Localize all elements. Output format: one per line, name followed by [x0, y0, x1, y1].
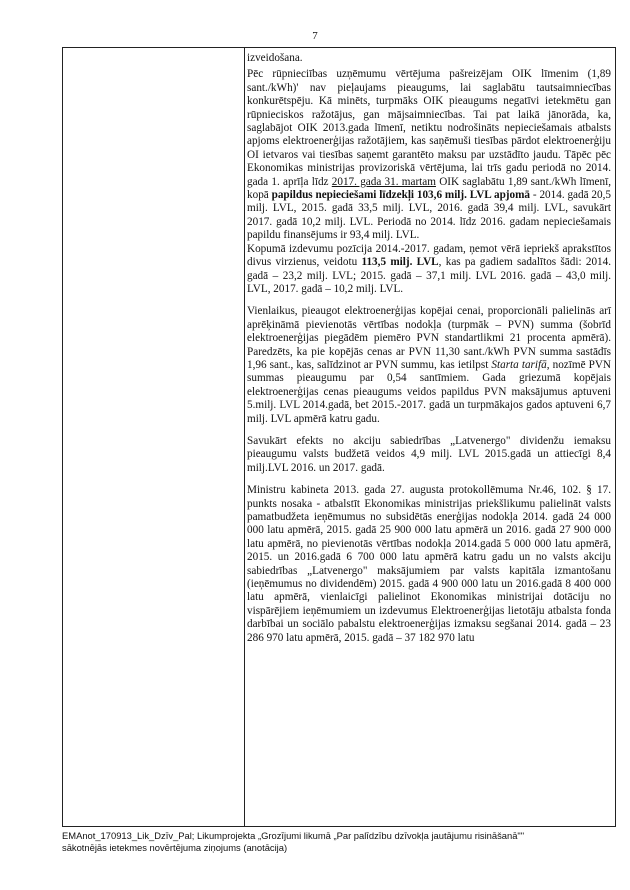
- table-right-column: [247, 52, 611, 645]
- paragraph-2: [247, 68, 611, 242]
- paragraph-3: [247, 243, 611, 297]
- footer-line-1: EMAnot_170913_Lik_Dzīv_Pal; Likumprojekta „Grozījumi likumā „Par palīdzību dzīvokļa jautājumu risināšanā"": [62, 830, 525, 841]
- paragraph-1: izveidošana.: [247, 52, 303, 64]
- paragraph-2-text: Pēc rūpnieciības uzņēmumu vērtējuma pašreizējam OIK līmenim (1,89 sant./kWh)' nav pieļaujams pieaugums, lai saglabātu tautsaimniecības konkurētspēju. Kā minēts, turpmāks OIK pieaugums negatīvi ietekmētu gan rūpnieciskos ražotājus, gan mājsaimniecības. Tai pat laikā jānorāda, ka, saglabājot OIK 2013.gada līmenī, netiktu nodrošināts nepieciešamais atbalsts apjoms elektroenerģijas ražotājiem, kas saņēmuši tiesības pārdot elektroenerģiju OI ietvaros vai tiesības saņemt garantēto maksu par uzstādīto jaudu. Tāpēc pēc Ekonomikas ministrijas provizoriskā vērtējuma, lai trīs gadu periodā no 2014. gada 1. aprīļa līdz: [247, 68, 611, 188]
- paragraph-2-continued: OIK saglabātu 1,89 sant./kWh līmenī, kopā: [247, 175, 611, 202]
- page-footer: [62, 830, 616, 854]
- paragraph-4-end: , nozīmē PVN summas pieaugumu par 0,54 santīmiem. Gada griezumā kopējais elektroenerģijas cenas pieaugums veidos papildus PVN maksājumus aptuveni 5.milj. LVL 2014.gadā, bet 2015.-2017. gadā un turpmākajos gados aptuveni 6,7 milj. LVL apmērā katru gadu.: [247, 358, 612, 425]
- paragraph-6: Ministru kabineta 2013. gada 27. augusta protokollēmuma Nr.46, 102. § 17. punkts nosaka - atbalstīt Ekonomikas ministrijas priekšlikumu palielināt valsts pamatbudžeta ieņēmumus no subsidētās enerģijas nodokļa 2014. gadā 24 000 000 latu apmērā, 2015. gadā 25 900 000 latu apmērā un 2016. gadā 27 900 000 latu apmērā, no pievienotās vērtības nodokļa 2014.gadā 5 000 000 latu apmērā, 2015. un 2016.gadā 6 700 000 latu apmērā katru gadu un no valsts akciju sabiedrības „Latvenergo" maksājumiem par valsts kapitāla izmantošanu (ieņēmumus no dividendēm) 2015. gadā 4 900 000 latu un 2016.gadā 8 400 000 latu apmērā, vienlaicīgi palielinot Ekonomikas ministrijai dotāciju no vispārējiem ieņēmumiem un izdevumus Elektroenerģijas lietotāju atbalsta fonda darbībai un sociālo pabalstu elektroenerģijas izmaksu segšanai 2014. gadā – 23 286 970 latu apmērā, 2015. gadā – 37 182 970 latu: [247, 484, 611, 644]
- paragraph-4-text: Vienlaikus, pieaugot elektroenerģijas kopējai cenai, proporcionāli palielinās arī aprēķināmā pievienotās vērtības nodokļa (turpmāk – PVN) summa (šobrīd elektroenerģijas piegādēm piemēro PVN standartlikmi 21 procenta apmērā). Paredzēts, ka pie kopējās cenas ar PVN 11,30 sant./kWh PVN summa sastādīs 1,96 sant., kas, salīdzinot ar PVN summu, kas ietilpst: [247, 305, 611, 371]
- paragraph-3-start: Kopumā izdevumu pozīcija 2014.-2017. gadam, ņemot vērā iepriekš aprakstītos divus virzienus, veidotu: [247, 242, 611, 269]
- paragraph-4: [247, 305, 611, 426]
- page-number: 7: [312, 30, 318, 42]
- paragraph-3-bold: 113,5 milj. LVL: [361, 256, 439, 269]
- footer-line-2: sākotnējās ietekmes novērtējuma ziņojums (anotācija): [62, 842, 288, 853]
- paragraph-4-italic: Starta tarifā: [491, 358, 547, 371]
- paragraph-2-end: - 2014. gadā 20,5 milj. LVL, 2015. gadā 33,5 milj. LVL, 2016. gadā 39,4 milj. LVL, savukārt 2017. gadā 10,2 milj. LVL. Periodā no 2014. līdz 2016. gadam nepieciešamais papildu finansējums ir 93,4 milj. LVL.: [247, 189, 611, 242]
- paragraph-5: Savukārt efekts no akciju sabiedrības „Latvenergo" dividenžu iemaksu pieaugumu valsts budžetā veidos 4,9 milj. LVL 2015.gadā un attiecīgi 8,4 milj.LVL 2016. un 2017. gadā.: [247, 434, 611, 474]
- paragraph-2-bold: papildus nepieciešami līdzekļi 103,6 milj. LVL apjomā: [271, 189, 531, 202]
- paragraph-2-underline: 2017. gada 31. martam: [331, 175, 436, 188]
- annotation-table: [62, 47, 616, 827]
- column-divider: [244, 48, 245, 826]
- paragraph-3-end: , kas pa gadiem sadalītos šādi: 2014. gadā – 23,2 milj. LVL; 2015. gadā – 37,1 milj. LVL 2016. gadā – 43,0 milj. LVL, 2017. gadā – 10,2 milj. LVL.: [247, 256, 612, 295]
